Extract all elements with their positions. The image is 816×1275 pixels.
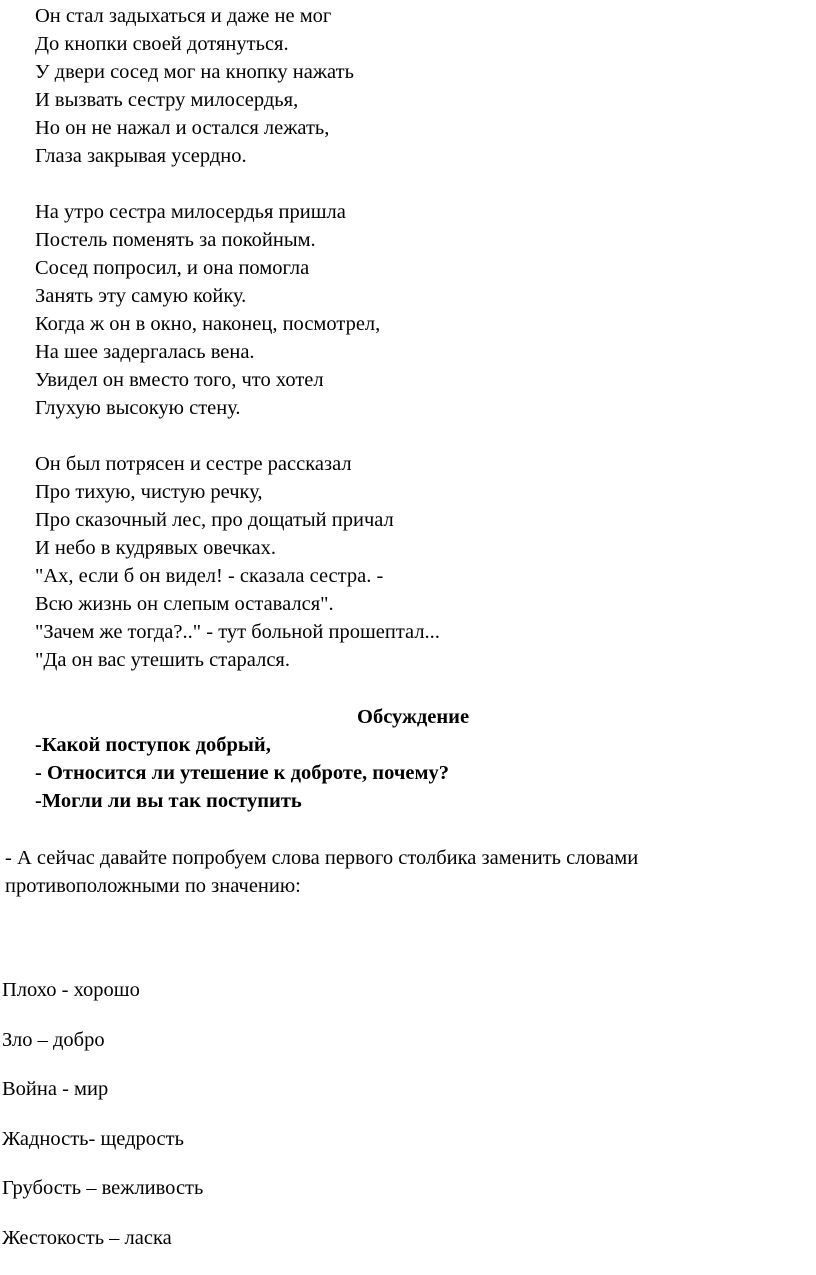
poem-line: На утро сестра милосердья пришла xyxy=(35,201,346,223)
poem-line: Про сказочный лес, про дощатый причал xyxy=(35,509,394,531)
poem-stanza-2 xyxy=(35,198,380,422)
discussion-heading: Обсуждение xyxy=(357,706,470,728)
poem-line: Он был потрясен и сестре рассказал xyxy=(35,453,352,475)
poem-line: Сосед попросил, и она помогла xyxy=(35,257,310,279)
poem-line: Про тихую, чистую речку, xyxy=(35,481,263,503)
poem-line: Но он не нажал и остался лежать, xyxy=(35,117,330,139)
poem-line: Когда ж он в окно, наконец, посмотрел, xyxy=(35,313,381,335)
poem-line: Увидел он вместо того, что хотел xyxy=(35,369,324,391)
discussion-question: -Могли ли вы так поступить xyxy=(35,790,302,812)
poem-line: Он стал задыхаться и даже не мог xyxy=(35,5,332,27)
poem-line: "Зачем же тогда?.." - тут больной прошептал... xyxy=(35,621,440,643)
discussion-question: - Относится ли утешение к доброте, почему? xyxy=(35,762,449,784)
poem-line: Всю жизнь он слепым оставался". xyxy=(35,593,334,615)
poem-line: Постель поменять за покойным. xyxy=(35,229,316,251)
antonym-pair: Зло – добро xyxy=(2,1028,105,1051)
poem-line: До кнопки своей дотянуться. xyxy=(35,33,289,55)
discussion-questions xyxy=(35,731,449,815)
antonym-pair: Война - мир xyxy=(2,1078,109,1100)
antonym-pair: Грубость – вежливость xyxy=(2,1177,204,1199)
task-paragraph xyxy=(5,844,638,900)
poem-line: "Ах, если б он видел! - сказала сестра. - xyxy=(35,565,384,587)
task-line: противоположными по значению: xyxy=(5,875,301,897)
poem-line: И небо в кудрявых овечках. xyxy=(35,537,277,559)
task-line: - А сейчас давайте попробуем слова первого столбика заменить словами xyxy=(5,847,639,869)
discussion-question: -Какой поступок добрый, xyxy=(35,734,271,756)
poem-line: Глаза закрывая усердно. xyxy=(35,145,247,167)
antonym-pair: Жадность- щедрость xyxy=(2,1127,184,1150)
poem-line: Глухую высокую стену. xyxy=(35,397,241,419)
poem-stanza-1 xyxy=(35,2,354,170)
poem-line: И вызвать сестру милосердья, xyxy=(35,89,299,111)
antonym-pair: Плохо - хорошо xyxy=(2,979,140,1001)
poem-line: "Да он вас утешить старался. xyxy=(35,649,290,671)
antonym-list xyxy=(2,976,203,1273)
poem-stanza-3 xyxy=(35,450,440,674)
poem-line: Занять эту самую койку. xyxy=(35,285,247,307)
antonym-pair: Жестокость – ласка xyxy=(2,1226,172,1249)
poem-line: На шее задергалась вена. xyxy=(35,341,255,363)
poem-line: У двери сосед мог на кнопку нажать xyxy=(35,61,354,83)
